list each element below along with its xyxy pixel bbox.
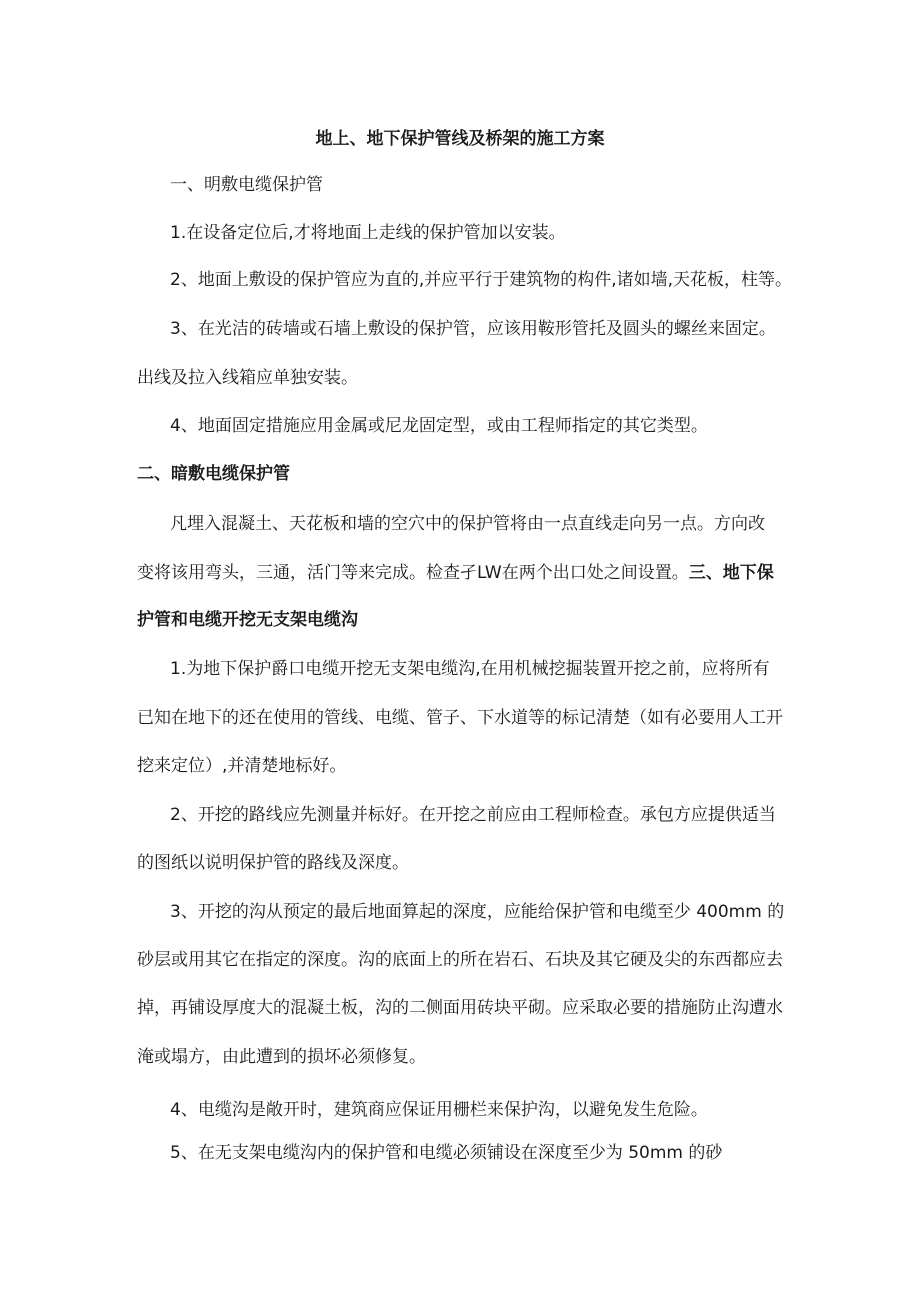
paragraph-line: 4、电缆沟是敞开时，建筑商应保证用栅栏来保护沟，以避免发生危险。: [170, 1100, 708, 1120]
paragraph-line: 砂层或用其它在指定的深度。沟的底面上的所在岩石、石块及其它硬及尖的东西都应去: [137, 950, 783, 970]
paragraph-line: 掉，再铺设厚度大的混凝土板，沟的二侧面用砖块平砌。应采取必要的措施防止沟遭水: [137, 998, 783, 1018]
paragraph-line: 5、在无支架电缆沟内的保护管和电缆必须铺设在深度至少为 50mm 的砂: [170, 1143, 723, 1163]
paragraph-line: 3、在光洁的砖墙或石墙上敷设的保护管，应该用鞍形管托及圆头的螺丝来固定。: [170, 319, 776, 339]
paragraph-line: 3、开挖的沟从预定的最后地面算起的深度，应能给保护管和电缆至少 400mm 的: [170, 902, 785, 922]
section-heading-2: 二、暗敷电缆保护管: [137, 464, 290, 484]
paragraph-line: 淹或塌方，由此遭到的损坏必须修复。: [137, 1047, 426, 1067]
section-heading-3-end: 护管和电缆开挖无支架电缆沟: [137, 610, 358, 630]
paragraph-line: 2、地面上敷设的保护管应为直的,并应平行于建筑物的构件,诸如墙,天花板，柱等。: [170, 270, 793, 290]
paragraph-line-with-heading: [137, 561, 774, 585]
paragraph-line: 1.在设备定位后,才将地面上走线的保护管加以安装。: [170, 223, 566, 243]
paragraph-line: 的图纸以说明保护管的路线及深度。: [137, 853, 409, 873]
paragraph-text: 变将该用弯头，三通，活门等来完成。检查孑LW在两个出口处之间设置。: [137, 563, 689, 583]
section-heading-1: 一、明敷电缆保护管: [170, 175, 323, 195]
paragraph-line: 已知在地下的还在使用的管线、电缆、管子、下水道等的标记清楚（如有必要用人工开: [137, 708, 783, 728]
paragraph-line: 4、地面固定措施应用金属或尼龙固定型，或由工程师指定的其它类型。: [170, 416, 708, 436]
paragraph-line: 出线及拉入线箱应单独安装。: [137, 368, 358, 388]
document-title: 地上、地下保护管线及桥架的施工方案: [315, 129, 605, 149]
paragraph-line: 1.为地下保护爵口电缆开挖无支架电缆沟,在用机械挖掘装置开挖之前，应将所有: [170, 659, 770, 679]
section-heading-3-start: 三、地下保: [688, 563, 774, 583]
paragraph-line: 2、开挖的路线应先测量并标好。在开挖之前应由工程师检查。承包方应提供适当: [170, 805, 776, 825]
paragraph-line: 凡埋入混凝土、天花板和墙的空穴中的保护管将由一点直线走向另一点。方向改: [170, 514, 765, 534]
paragraph-line: 挖来定位）,并清楚地标好。: [137, 756, 347, 776]
